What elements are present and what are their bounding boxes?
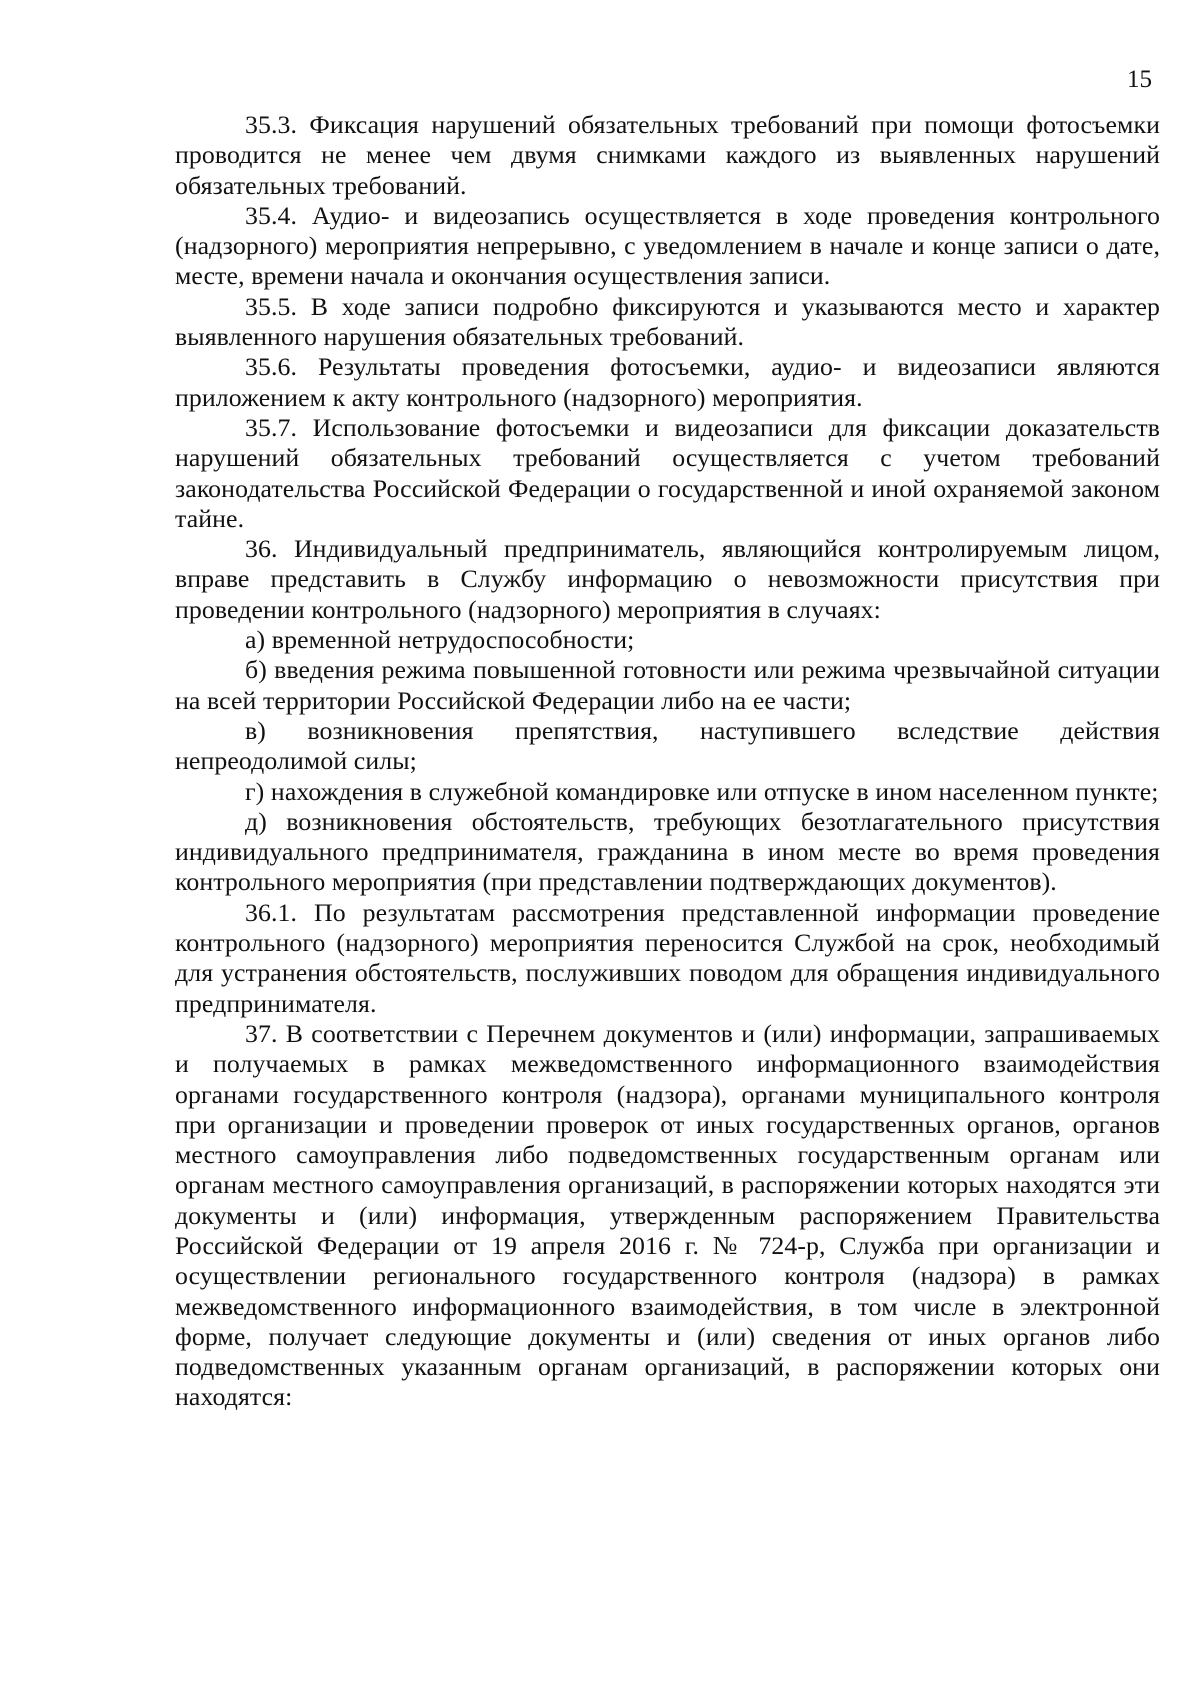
list-item-b: б) введения режима повышенной готовности или режима чрезвычайной ситуации на всей территории Российской Федерации либо на ее части; [175,655,1160,715]
paragraph-35-4: 35.4. Аудио- и видеозапись осуществляется в ходе проведения контрольного (надзорного) мероприятия непрерывно, с уведомлением в начале и конце записи о дате, месте, времени начала и окончания осуществления записи. [175,200,1160,291]
paragraph-35-7: 35.7. Использование фотосъемки и видеозаписи для фиксации доказательств нарушений обязательных требований осуществляется с учетом требований законодательства Российской Федерации о государственной и иной охраняемой законом тайне. [175,412,1160,533]
paragraph-37: 37. В соответствии с Перечнем документов и (или) информации, запрашиваемых и получаемых в рамках межведомственного информационного взаимодействия органами государственного контроля (надзора), органами муниципального контроля при организации и проведении проверок от иных государственных органов, органов местного самоуправления либо подведомственных государственным органам или органам местного самоуправления организаций, в распоряжении которых находятся эти документы и (или) информация, утвержденным распоряжением Правительства Российской Федерации от 19 апреля 2016 г. № 724-р, Служба при организации и осуществлении регионального государственного контроля (надзора) в рамках межведомственного информационного взаимодействия, в том числе в электронной форме, получает следующие документы и (или) сведения от иных органов либо подведомственных указанным органам организаций, в распоряжении которых они находятся: [175,1018,1160,1412]
paragraph-35-3: 35.3. Фиксация нарушений обязательных требований при помощи фотосъемки проводится не менее чем двумя снимками каждого из выявленных нарушений обязательных требований. [175,110,1160,200]
list-item-v: в) возникновения препятствия, наступившего вследствие действия непреодолимой силы; [175,715,1160,776]
paragraph-35-5: 35.5. В ходе записи подробно фиксируются и указываются место и характер выявленного нарушения обязательных требований. [175,291,1160,352]
list-item-g: г) нахождения в служебной командировке или отпуске в ином населенном пункте; [245,776,1159,806]
list-item-a: а) временной нетрудоспособности; [245,625,635,655]
page-number: 15 [1127,66,1152,93]
document-body [175,110,1160,1413]
paragraph-35-6: 35.6. Результаты проведения фотосъемки, аудио- и видеозаписи являются приложением к акту контрольного (надзорного) мероприятия. [175,352,1160,412]
paragraph-36-1: 36.1. По результатам рассмотрения представленной информации проведение контрольного (надзорного) мероприятия переносится Службой на срок, необходимый для устранения обстоятельств, послуживших поводом для обращения индивидуального предпринимателя. [175,897,1160,1018]
list-item-d: д) возникновения обстоятельств, требующих безотлагательного присутствия индивидуального предпринимателя, гражданина в ином месте во время проведения контрольного мероприятия (при представлении подтверждающих документов). [175,806,1160,897]
paragraph-36: 36. Индивидуальный предприниматель, являющийся контролируемым лицом, вправе представить в Службу информацию о невозможности присутствия при проведении контрольного (надзорного) мероприятия в случаях: [175,534,1160,624]
